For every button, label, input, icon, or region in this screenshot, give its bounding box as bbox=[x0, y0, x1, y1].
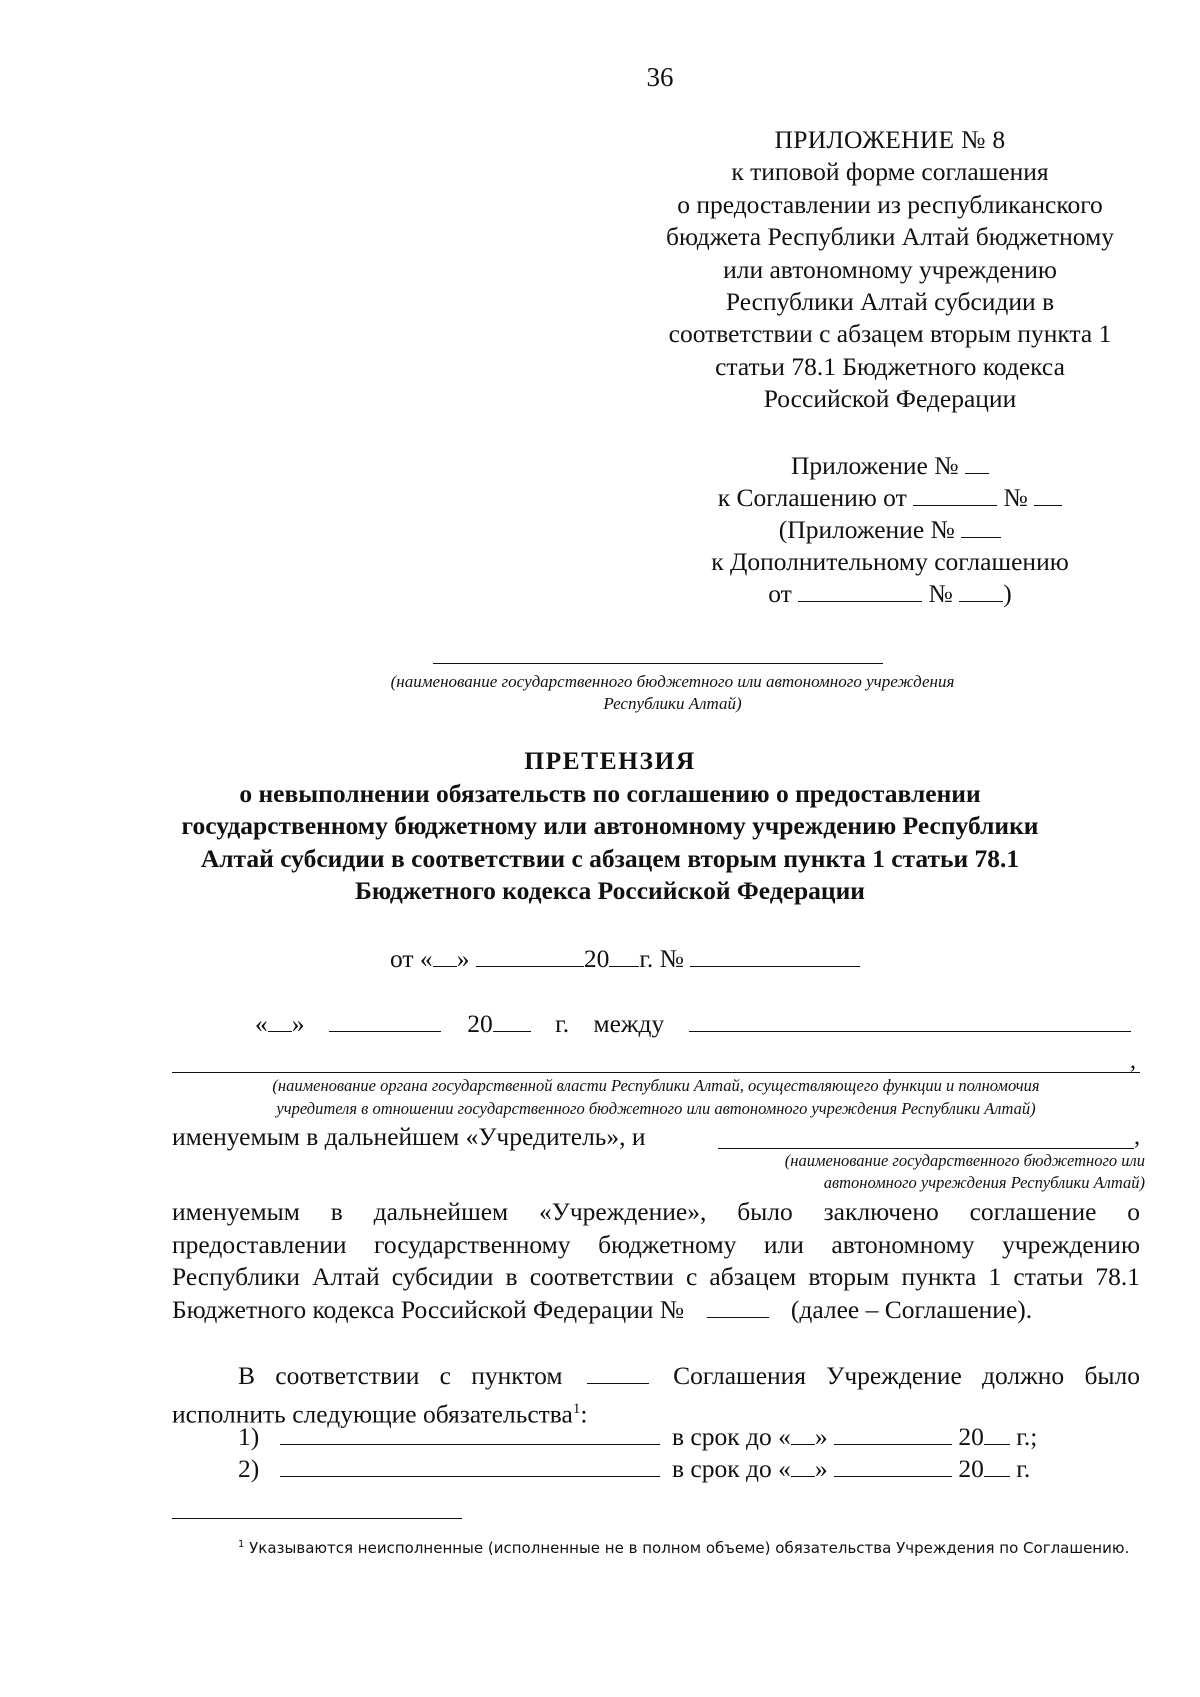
institution-name-field[interactable] bbox=[718, 1148, 1134, 1149]
caption-line: (наименование государственного бюджетного или bbox=[784, 1151, 1145, 1170]
institution-caption bbox=[250, 671, 1095, 715]
year-field[interactable] bbox=[609, 946, 639, 967]
appendix-line: о предоставлении из республиканского bbox=[677, 189, 1103, 219]
attachment-block bbox=[600, 450, 1180, 610]
footnote-text: Указываются неисполненные (исполненные не в полном объеме) обязательства Учреждения по Соглашению. bbox=[249, 1539, 1130, 1557]
claim-title-main: ПРЕТЕНЗИЯ bbox=[524, 746, 696, 775]
claim-title-line: о невыполнении обязательств по соглашению о предоставлении bbox=[239, 778, 981, 808]
agreement-from-label: к Соглашению от bbox=[717, 483, 907, 512]
attachment-label: Приложение № bbox=[791, 451, 959, 480]
appendix-line: к типовой форме соглашения bbox=[731, 157, 1049, 187]
item-number: 1) bbox=[238, 1422, 260, 1451]
month-field[interactable] bbox=[834, 1456, 952, 1477]
institution-name-line[interactable] bbox=[433, 663, 883, 664]
appendix-title: ПРИЛОЖЕНИЕ № 8 bbox=[774, 125, 1006, 154]
appendix-line: Российской Федерации bbox=[763, 384, 1017, 414]
appendix-line: или автономному учреждению bbox=[723, 254, 1057, 284]
named-founder-text: именуемым в дальнейшем «Учредитель», и bbox=[172, 1122, 646, 1151]
obligation-item bbox=[238, 1422, 1037, 1452]
founder-caption bbox=[172, 1074, 1140, 1120]
caption-line: (наименование государственного бюджетного или автономного учреждения bbox=[390, 672, 955, 691]
year-field[interactable] bbox=[984, 1456, 1010, 1477]
blank-field[interactable] bbox=[959, 581, 1003, 602]
appendix-line: соответствии с абзацем вторым пункта 1 bbox=[668, 319, 1112, 349]
colon: : bbox=[580, 1399, 588, 1428]
footnote-mark: 1 bbox=[238, 1539, 245, 1550]
deadline-label: в срок до « bbox=[672, 1454, 791, 1483]
day-field[interactable] bbox=[791, 1424, 815, 1445]
claim-title-line: Алтай субсидии в соответствии с абзацем вторым пункта 1 статьи 78.1 bbox=[200, 843, 1020, 873]
comma: , bbox=[1130, 1048, 1136, 1074]
obligation-item bbox=[238, 1454, 1030, 1484]
claim-title bbox=[150, 745, 1070, 908]
supplement-agreement-label: к Дополнительному соглашению bbox=[711, 547, 1069, 576]
agreement-paragraph bbox=[172, 1196, 1140, 1326]
obligations-paragraph bbox=[172, 1360, 1140, 1431]
claim-title-line: Бюджетного кодекса Российской Федерации bbox=[354, 876, 865, 905]
blank-field[interactable] bbox=[961, 517, 1001, 538]
appendix-header bbox=[600, 124, 1180, 416]
caption-line: учредителя в отношении государственного бюджетного или автономного учреждения Республики Алтай) bbox=[276, 1099, 1036, 1118]
footnote-separator bbox=[172, 1518, 462, 1519]
caption-line: (наименование органа государственной власти Республики Алтай, осуществляющего функции и полномочия bbox=[272, 1076, 1040, 1095]
footnote-mark: 1 bbox=[572, 1400, 581, 1417]
claim-number-field[interactable] bbox=[690, 946, 860, 967]
page-number: 36 bbox=[646, 62, 674, 92]
blank-field[interactable] bbox=[965, 453, 989, 474]
between-label: между bbox=[593, 1009, 665, 1038]
blank-field[interactable] bbox=[913, 485, 997, 506]
closing-paren: ) bbox=[1003, 579, 1012, 608]
obligation-field[interactable] bbox=[280, 1456, 660, 1477]
day-field[interactable] bbox=[268, 1011, 292, 1032]
item-number: 2) bbox=[238, 1454, 260, 1483]
appendix-line: Республики Алтай субсидии в bbox=[725, 287, 1055, 317]
year-prefix: 20 bbox=[467, 1009, 493, 1038]
number-sign: № bbox=[928, 579, 953, 608]
quote: » bbox=[814, 1454, 828, 1483]
quote: » bbox=[814, 1422, 828, 1451]
day-field[interactable] bbox=[433, 946, 457, 967]
month-field[interactable] bbox=[329, 1011, 441, 1032]
agreement-text-end: (далее – Соглашение). bbox=[790, 1294, 1033, 1324]
year-suffix: г.; bbox=[1016, 1422, 1038, 1451]
founder-name-field[interactable] bbox=[689, 1011, 1131, 1032]
footnote bbox=[172, 1533, 1140, 1560]
obligations-suffix: Соглашения Учреждение должно было исполнить следующие обязательства bbox=[172, 1361, 1141, 1428]
quote: » bbox=[291, 1009, 305, 1038]
claim-date-line bbox=[390, 944, 860, 974]
quote: « bbox=[255, 1009, 268, 1038]
agreement-number-field[interactable] bbox=[707, 1297, 769, 1318]
supplement-attachment-label: (Приложение № bbox=[778, 515, 955, 544]
from-label: от « bbox=[390, 944, 433, 973]
claim-title-line: государственному бюджетному или автономному учреждению Республики bbox=[181, 811, 1039, 840]
caption-line: автономного учреждения Республики Алтай) bbox=[823, 1173, 1145, 1192]
quote: » bbox=[456, 944, 470, 973]
blank-field[interactable] bbox=[1034, 485, 1062, 506]
year-suffix: г. № bbox=[639, 944, 684, 973]
year-suffix: г. bbox=[1016, 1454, 1031, 1483]
year-suffix: г. bbox=[555, 1009, 570, 1038]
founder-name-line[interactable] bbox=[172, 1072, 1140, 1073]
month-field[interactable] bbox=[834, 1424, 952, 1445]
appendix-line: бюджета Республики Алтай бюджетному bbox=[666, 222, 1114, 252]
year-prefix: 20 bbox=[583, 944, 610, 973]
from-label: от bbox=[768, 579, 792, 608]
agreement-text: именуемым в дальнейшем «Учреждение», было заключено соглашение о предоставлении государственному бюджетному или автономному учреждению Республики Алтай субсидии в соответствии с абзацем вторым пункта 1 статьи 78.1 Бюджетного кодекса Российской Федерации № bbox=[172, 1197, 1140, 1324]
caption-line: Республики Алтай) bbox=[603, 694, 742, 713]
blank-field[interactable] bbox=[798, 581, 922, 602]
appendix-line: статьи 78.1 Бюджетного кодекса bbox=[715, 351, 1065, 381]
institution-caption-2 bbox=[690, 1150, 1145, 1194]
year-field[interactable] bbox=[493, 1011, 531, 1032]
between-line bbox=[255, 1009, 1131, 1039]
year-prefix: 20 bbox=[958, 1454, 984, 1483]
clause-number-field[interactable] bbox=[587, 1363, 649, 1384]
obligation-field[interactable] bbox=[280, 1424, 660, 1445]
day-field[interactable] bbox=[791, 1456, 815, 1477]
deadline-label: в срок до « bbox=[672, 1422, 791, 1451]
month-field[interactable] bbox=[476, 946, 584, 967]
year-field[interactable] bbox=[984, 1424, 1010, 1445]
year-prefix: 20 bbox=[958, 1422, 984, 1451]
obligations-prefix: В соответствии с пунктом bbox=[238, 1361, 563, 1390]
number-sign: № bbox=[1003, 483, 1028, 512]
comma: , bbox=[1134, 1124, 1140, 1150]
